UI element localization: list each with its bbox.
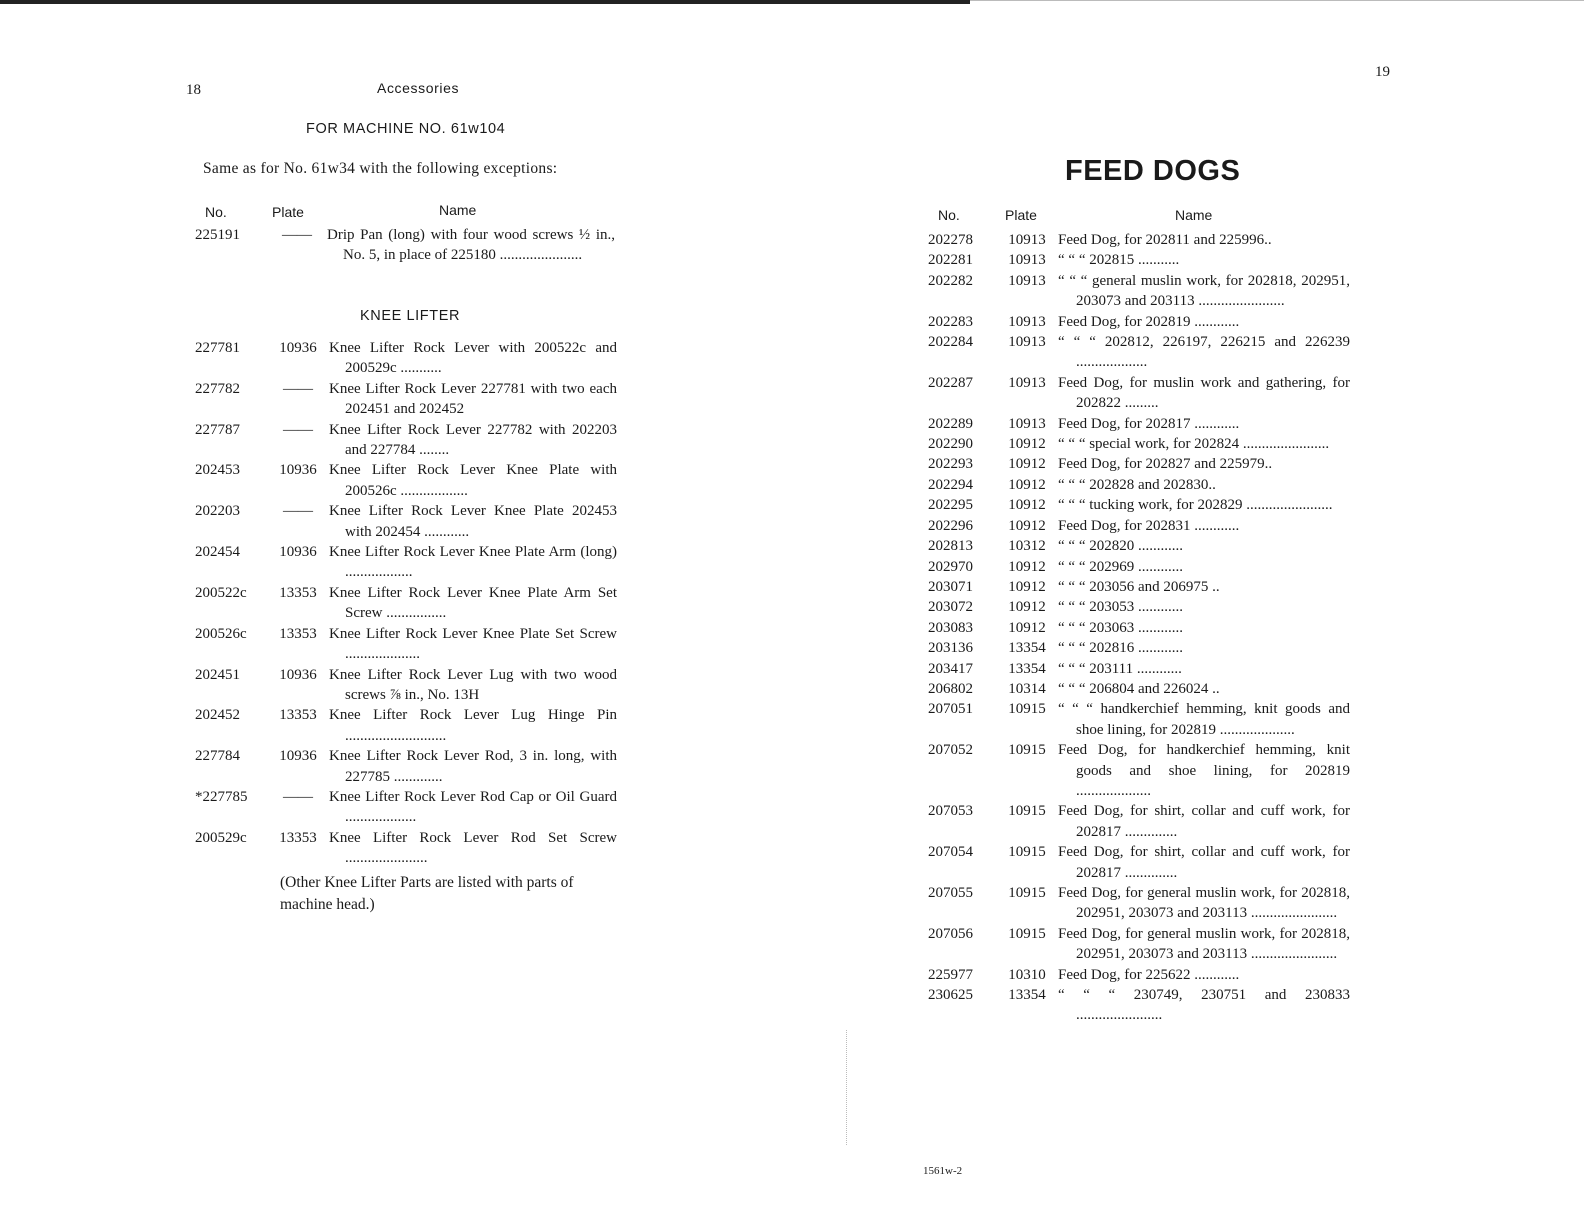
page-number: 19 [1375, 64, 1390, 80]
part-name: “ “ “ 202828 and 202830.. [1058, 476, 1216, 493]
running-title: Accessories [377, 80, 460, 96]
plate-number: 13353 [279, 625, 317, 642]
part-name: “ “ “ 202816 ............ [1058, 640, 1183, 657]
part-name: Knee Lifter Rock Lever Knee Plate Arm Set Screw ................ [329, 584, 617, 622]
part-name: “ “ “ handkerchief hemming, knit goods and shoe lining, for 202819 .................... [1058, 701, 1350, 738]
part-number: 207053 [928, 803, 973, 820]
table-row [928, 373, 1350, 414]
plate-number: 10912 [1008, 456, 1046, 473]
table-row [928, 740, 1350, 801]
table-row [195, 460, 617, 501]
table-row [928, 250, 1350, 270]
part-name: Feed Dog, for 202827 and 225979.. [1058, 456, 1273, 473]
part-number: 207052 [928, 742, 973, 759]
table-row [928, 230, 1350, 250]
part-name: “ “ “ 203053 ............ [1058, 599, 1183, 616]
plate-number: 10912 [1008, 599, 1046, 616]
part-number: 202293 [928, 456, 973, 473]
part-number: 202282 [928, 272, 973, 289]
table-row [928, 801, 1350, 842]
parts-table [195, 225, 615, 272]
column-header-name: Name [439, 202, 477, 218]
intro-text: Same as for No. 61w34 with the following exceptions: [203, 160, 558, 177]
part-number: 202813 [928, 538, 973, 555]
plate-number: 10936 [279, 666, 317, 683]
part-number: 202970 [928, 558, 973, 575]
part-name: Feed Dog, for 202819 ............ [1058, 313, 1240, 330]
plate-number: 10936 [279, 748, 317, 765]
part-number: 202290 [928, 436, 973, 453]
table-row [928, 536, 1350, 556]
plate-number: 10912 [1008, 619, 1046, 636]
part-name: Feed Dog, for shirt, collar and cuff work, for 202817 .............. [1058, 844, 1350, 881]
table-row [928, 638, 1350, 658]
part-number: 200529c [195, 829, 247, 846]
plate-number: 10314 [1008, 680, 1046, 697]
part-number: 203072 [928, 599, 973, 616]
part-name: Feed Dog, for handkerchief hemming, knit goods and shoe lining, for 202819 .................... [1058, 742, 1350, 799]
table-row [195, 338, 617, 379]
knee-lifter-table [195, 338, 617, 869]
part-name: Knee Lifter Rock Lever Lug with two wood screws ⅞ in., No. 13H [329, 666, 617, 703]
part-name: “ “ “ 203056 and 206975 .. [1058, 578, 1220, 595]
table-row [928, 332, 1350, 373]
table-row [928, 597, 1350, 617]
subsection-title: KNEE LIFTER [360, 308, 461, 324]
part-name: Knee Lifter Rock Lever Rod Cap or Oil Guard ................... [329, 788, 617, 826]
plate-number: 10912 [1008, 497, 1046, 514]
part-name: Feed Dog, for general muslin work, for 202818, 202951, 203073 and 203113 ....................... [1058, 925, 1350, 963]
column-header-plate: Plate [1005, 207, 1037, 223]
footer-code: 1561w-2 [923, 1165, 963, 1177]
part-name: Feed Dog, for 202817 ............ [1058, 415, 1240, 432]
table-row [195, 746, 617, 787]
table-row [928, 577, 1350, 597]
table-row [928, 475, 1350, 495]
part-number: 206802 [928, 680, 973, 697]
plate-number: 10912 [1008, 578, 1046, 595]
part-number: 207056 [928, 925, 973, 942]
column-header-no: No. [205, 204, 227, 220]
table-row [195, 787, 617, 828]
table-row [928, 618, 1350, 638]
plate-number: 13353 [279, 584, 317, 601]
part-name: Drip Pan (long) with four wood screws ½ in., No. 5, in place of 225180 ...................... [327, 227, 615, 264]
plate-number: 10913 [1008, 374, 1046, 391]
part-name: Feed Dog, for 202831 ............ [1058, 517, 1240, 534]
part-name: Knee Lifter Rock Lever with 200522c and 200529c ........... [329, 340, 617, 377]
footnote: (Other Knee Lifter Parts are listed with parts of machine head.) [280, 874, 574, 913]
table-row [928, 659, 1350, 679]
plate-number: 10915 [1008, 925, 1046, 942]
plate-number: —— [283, 380, 313, 397]
plate-number: 10915 [1008, 844, 1046, 861]
part-number: 203417 [928, 660, 973, 677]
plate-number: 10936 [279, 544, 317, 561]
part-number: 202287 [928, 374, 973, 391]
part-name: “ “ “ 202812, 226197, 226215 and 226239 ................... [1058, 334, 1350, 371]
part-number: 225977 [928, 966, 973, 983]
part-name: Feed Dog, for 225622 ............ [1058, 966, 1240, 983]
part-name: “ “ “ 203063 ............ [1058, 619, 1183, 636]
table-row [928, 414, 1350, 434]
part-name: Knee Lifter Rock Lever 227781 with two each 202451 and 202452 [329, 380, 617, 418]
table-row [195, 828, 617, 869]
part-name: Feed Dog, for muslin work and gathering, for 202822 ......... [1058, 374, 1350, 412]
page-title: FEED DOGS [1065, 155, 1241, 187]
plate-number: 10936 [279, 340, 317, 356]
part-number: 200522c [195, 584, 247, 601]
plate-number: 10913 [1008, 232, 1046, 248]
part-number: 202203 [195, 503, 240, 520]
plate-number: 13354 [1008, 640, 1046, 657]
feed-dogs-table [928, 230, 1350, 1026]
plate-number: 10913 [1008, 334, 1046, 351]
plate-number: 10912 [1008, 476, 1046, 493]
plate-number: 10936 [279, 462, 317, 479]
part-name: Knee Lifter Rock Lever Knee Plate Arm (long) .................. [329, 544, 617, 581]
part-number: 207054 [928, 844, 973, 861]
page-number: 18 [186, 82, 201, 98]
part-number: 202294 [928, 476, 973, 493]
part-name: Knee Lifter Rock Lever Lug Hinge Pin ........................... [329, 707, 617, 744]
table-row [195, 665, 617, 706]
part-name: Knee Lifter Rock Lever Knee Plate Set Screw .................... [329, 625, 617, 663]
plate-number: 13354 [1008, 660, 1046, 677]
table-row [928, 434, 1350, 454]
part-number: 203136 [928, 640, 973, 657]
table-row [928, 312, 1350, 332]
part-number: 202452 [195, 707, 240, 724]
part-name: Knee Lifter Rock Lever Knee Plate with 200526c .................. [329, 462, 617, 499]
table-row [928, 516, 1350, 536]
part-name: Knee Lifter Rock Lever Rod Set Screw ...................... [329, 829, 617, 867]
table-row [928, 924, 1350, 965]
table-row [195, 583, 617, 624]
part-number: 202451 [195, 666, 240, 683]
section-title: FOR MACHINE NO. 61w104 [306, 121, 506, 137]
plate-number: 10913 [1008, 313, 1046, 330]
plate-number: 10913 [1008, 272, 1046, 289]
column-header-plate: Plate [272, 204, 304, 220]
part-name: “ “ “ 230749, 230751 and 230833 ....................... [1058, 987, 1350, 1024]
table-row [928, 679, 1350, 699]
part-number: *227785 [195, 788, 248, 805]
part-name: Knee Lifter Rock Lever Rod, 3 in. long, with 227785 ............. [329, 748, 617, 785]
plate-number: —— [282, 227, 312, 243]
column-header-no: No. [938, 207, 960, 223]
table-row [928, 883, 1350, 924]
part-number: 227784 [195, 748, 240, 765]
part-number: 202284 [928, 334, 973, 351]
part-number: 202289 [928, 415, 973, 432]
part-number: 225191 [195, 227, 240, 243]
part-number: 203071 [928, 578, 973, 595]
right-page [792, 0, 1584, 1224]
part-number: 202295 [928, 497, 973, 514]
part-name: “ “ “ special work, for 202824 ....................... [1058, 436, 1330, 453]
part-number: 202453 [195, 462, 240, 479]
part-name: “ “ “ general muslin work, for 202818, 202951, 203073 and 203113 ....................... [1058, 272, 1350, 310]
part-number: 202454 [195, 544, 240, 561]
plate-number: 10312 [1008, 538, 1046, 555]
plate-number: —— [283, 503, 313, 520]
plate-number: 10913 [1008, 252, 1046, 269]
plate-number: 10915 [1008, 701, 1046, 718]
table-row [928, 985, 1350, 1026]
plate-number: 10912 [1008, 517, 1046, 534]
plate-number: —— [283, 421, 313, 438]
plate-number: 10912 [1008, 436, 1046, 453]
part-number: 227787 [195, 421, 240, 438]
plate-number: 10915 [1008, 742, 1046, 759]
column-header-name: Name [1175, 207, 1213, 223]
table-row [195, 501, 617, 542]
plate-number: 13354 [1008, 987, 1046, 1004]
table-row [928, 454, 1350, 474]
part-name: “ “ “ 206804 and 226024 .. [1058, 680, 1220, 697]
part-name: Knee Lifter Rock Lever 227782 with 202203 and 227784 ........ [329, 421, 617, 459]
plate-number: 13353 [279, 829, 317, 846]
plate-number: 10915 [1008, 803, 1046, 820]
table-row [928, 842, 1350, 883]
plate-number: 13353 [279, 707, 317, 724]
part-number: 227782 [195, 380, 240, 397]
table-row [195, 420, 617, 461]
table-row [928, 557, 1350, 577]
part-name: “ “ “ 202820 ............ [1058, 538, 1183, 555]
part-number: 202296 [928, 517, 973, 534]
plate-number: 10913 [1008, 415, 1046, 432]
table-row [195, 705, 617, 746]
part-name: Feed Dog, for general muslin work, for 202818, 202951, 203073 and 203113 ....................... [1058, 885, 1350, 922]
part-name: Knee Lifter Rock Lever Knee Plate 202453 with 202454 ............ [329, 503, 617, 540]
table-row [928, 271, 1350, 312]
plate-number: 10310 [1008, 966, 1046, 983]
table-row [928, 965, 1350, 985]
part-name: “ “ “ 202815 ........... [1058, 252, 1180, 269]
part-number: 207051 [928, 701, 973, 718]
part-name: “ “ “ 202969 ............ [1058, 558, 1183, 575]
part-number: 227781 [195, 340, 240, 356]
plate-number: —— [283, 788, 313, 805]
part-number: 207055 [928, 885, 973, 901]
part-number: 230625 [928, 987, 973, 1004]
table-row [195, 624, 617, 665]
part-number: 200526c [195, 625, 247, 642]
table-row [195, 379, 617, 420]
plate-number: 10912 [1008, 558, 1046, 575]
part-name: Feed Dog, for 202811 and 225996.. [1058, 232, 1272, 248]
table-row [928, 495, 1350, 515]
part-name: “ “ “ tucking work, for 202829 ....................... [1058, 497, 1333, 514]
part-number: 202281 [928, 252, 973, 269]
part-number: 202283 [928, 313, 973, 330]
table-row [195, 542, 617, 583]
plate-number: 10915 [1008, 885, 1046, 901]
part-number: 203083 [928, 619, 973, 636]
part-name: “ “ “ 203111 ............ [1058, 660, 1182, 677]
part-number: 202278 [928, 232, 973, 248]
part-name: Feed Dog, for shirt, collar and cuff work, for 202817 .............. [1058, 803, 1350, 840]
table-row [195, 225, 615, 266]
table-row [928, 699, 1350, 740]
